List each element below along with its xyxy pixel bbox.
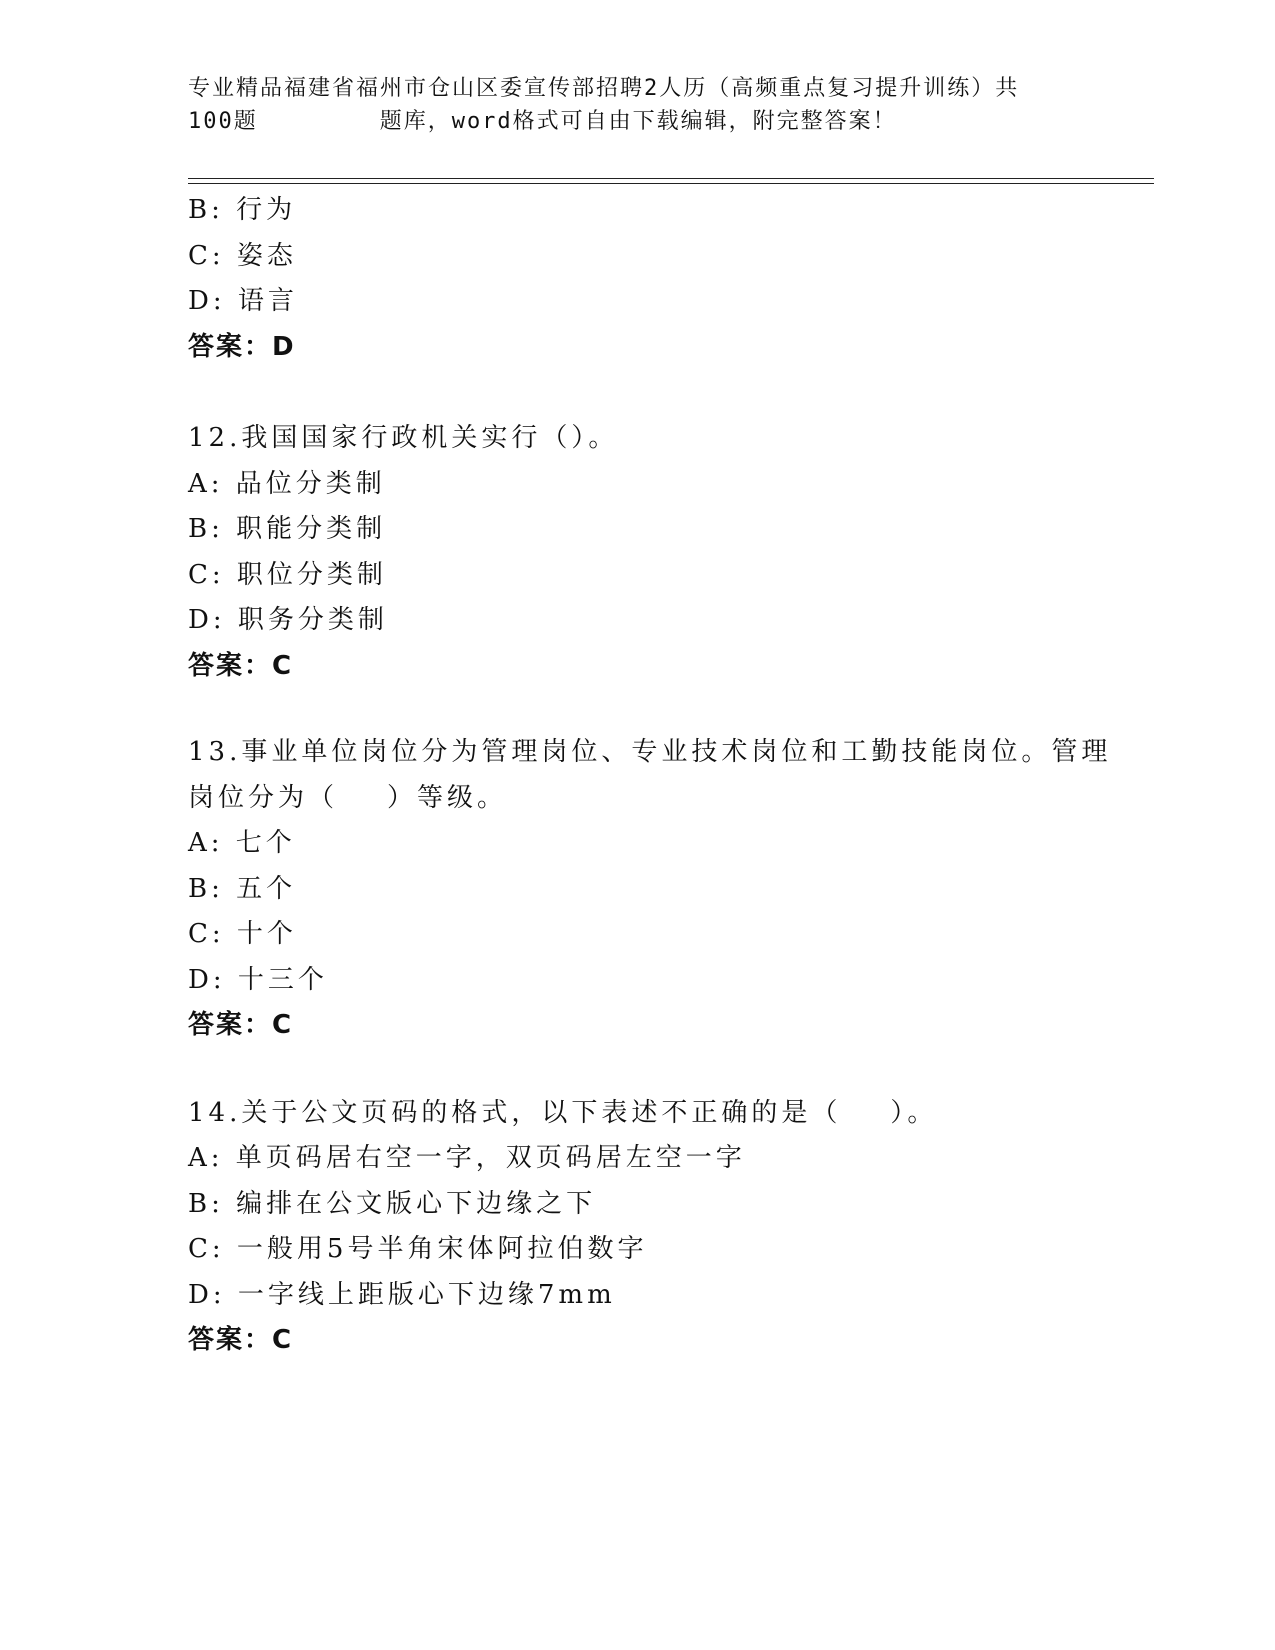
- option-a: A: 单页码居右空一字，双页码居左空一字: [188, 1143, 746, 1173]
- question-stem: 14.关于公文页码的格式，以下表述不正确的是（ ）。: [188, 1097, 938, 1128]
- question-stem-continued: 岗位分为（ ）等级。: [188, 782, 508, 813]
- option-c: C: 一般用5号半角宋体阿拉伯数字: [188, 1234, 648, 1264]
- option-b: B: 职能分类制: [188, 514, 387, 544]
- question-stem: 13.事业单位岗位分为管理岗位、专业技术岗位和工勤技能岗位。管理: [188, 737, 1112, 767]
- option-b: B: 五个: [188, 873, 297, 904]
- question-stem: 12.我国国家行政机关实行（）。: [188, 423, 619, 453]
- answer-line: 答案：C: [188, 1010, 294, 1040]
- question-12: [188, 416, 1088, 689]
- question-14: [188, 1091, 1088, 1364]
- answer-line: 答案：C: [188, 650, 294, 681]
- header-line-1: 专业精品福建省福州市仓山区委宣传部招聘2人历（高频重点复习提升训练）共: [188, 76, 1020, 101]
- option-d: D: 十三个: [188, 964, 328, 995]
- option-d: D: 语言: [188, 286, 298, 316]
- option-c: C: 姿态: [188, 240, 297, 271]
- document-header: [188, 72, 1068, 138]
- option-b: B: 编排在公文版心下边缘之下: [188, 1188, 597, 1219]
- question-list: [188, 188, 1112, 1364]
- header-line-2: 100题 题库，word格式可自由下载编辑，附完整答案！: [188, 109, 897, 134]
- answer-line: 答案：D: [188, 331, 296, 362]
- option-c: C: 职位分类制: [188, 559, 387, 590]
- option-b: B: 行为: [188, 195, 297, 225]
- option-c: C: 十个: [188, 919, 297, 949]
- question-13: [188, 730, 1112, 1049]
- header-divider-bottom: [188, 183, 1154, 184]
- previous-question-fragment: [188, 188, 1088, 370]
- option-a: A: 品位分类制: [188, 468, 386, 499]
- option-a: A: 七个: [188, 828, 296, 858]
- answer-line: 答案：C: [188, 1325, 294, 1355]
- option-d: D: 一字线上距版心下边缘7mm: [188, 1279, 616, 1310]
- header-divider-top: [188, 178, 1154, 179]
- option-d: D: 职务分类制: [188, 605, 388, 635]
